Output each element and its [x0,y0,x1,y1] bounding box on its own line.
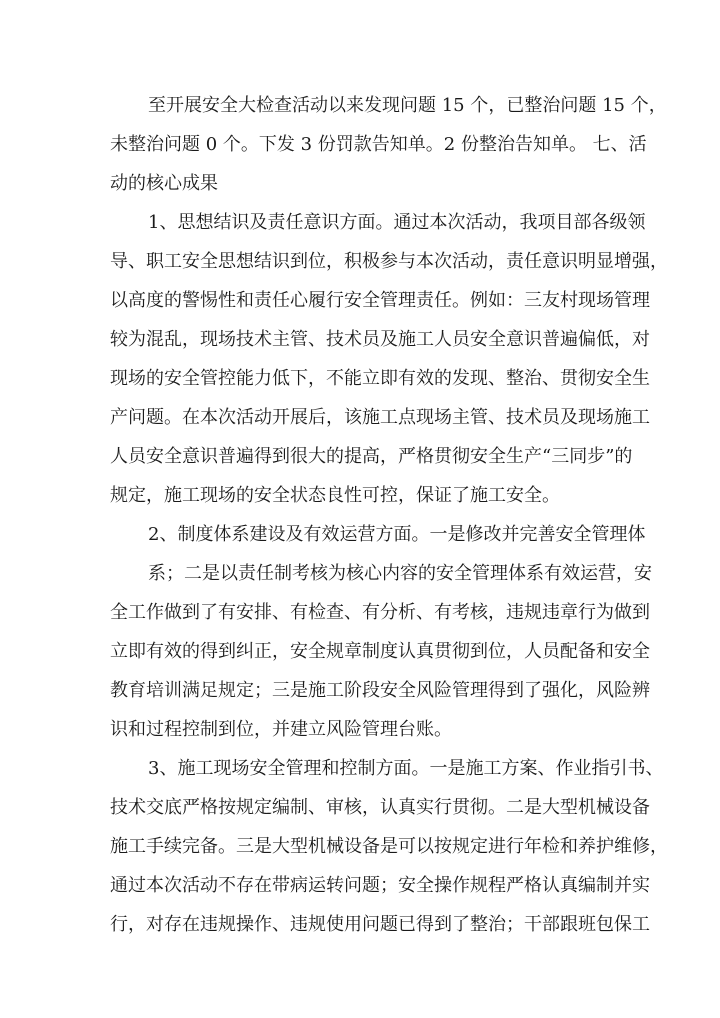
text-line: 通过本次活动不存在带病运转问题；安全操作规程严格认真编制并实 [110,875,650,896]
text-line: 系；二是以责任制考核为核心内容的安全管理体系有效运营，安 [148,563,652,584]
text-line: 较为混乱，现场技术主管、技术员及施工人员安全意识普遍偏低，对 [110,329,650,350]
text-line: 现场的安全管控能力低下，不能立即有效的发现、整治、贯彻安全生 [110,368,650,389]
text-line: 规定，施工现场的安全状态良性可控，保证了施工安全。 [110,485,560,506]
text-line: 3、施工现场安全管理和控制方面。一是施工方案、作业指引书、 [148,758,664,779]
text-line: 1、思想结识及责任意识方面。通过本次活动，我项目部各级领 [148,212,646,233]
text-line: 产问题。在本次活动开展后，该施工点现场主管、技术员及现场施工 [110,407,650,428]
text-line: 全工作做到了有安排、有检查、有分析、有考核，违规违章行为做到 [110,602,650,623]
text-line: 以高度的警惕性和责任心履行安全管理责任。例如：三友村现场管理 [110,290,650,311]
text-line: 立即有效的得到纠正，安全规章制度认真贯彻到位，人员配备和安全 [110,641,650,662]
text-line: 未整治问题 0 个。下发 3 份罚款告知单。2 份整治告知单。 七、活 [110,134,647,155]
text-line: 至开展安全大检查活动以来发现问题 15 个，已整治问题 15 个， [148,95,667,116]
text-line: 导、职工安全思想结识到位，积极参与本次活动，责任意识明显增强， [110,251,668,272]
text-line: 人员安全意识普遍得到很大的提高，严格贯彻安全生产“三同步”的 [110,446,633,467]
text-line: 识和过程控制到位，并建立风险管理台账。 [110,719,452,740]
text-line: 技术交底严格按规定编制、审核，认真实行贯彻。二是大型机械设备 [110,797,650,818]
text-line: 施工手续完备。三是大型机械设备是可以按规定进行年检和养护维修， [110,836,668,857]
text-line: 教育培训满足规定；三是施工阶段安全风险管理得到了强化，风险辨 [110,680,650,701]
text-line: 2、制度体系建设及有效运营方面。一是修改并完善安全管理体 [148,524,646,545]
text-line: 行，对存在违规操作、违规使用问题已得到了整治；干部跟班包保工 [110,914,650,935]
text-line: 动的核心成果 [110,173,218,194]
